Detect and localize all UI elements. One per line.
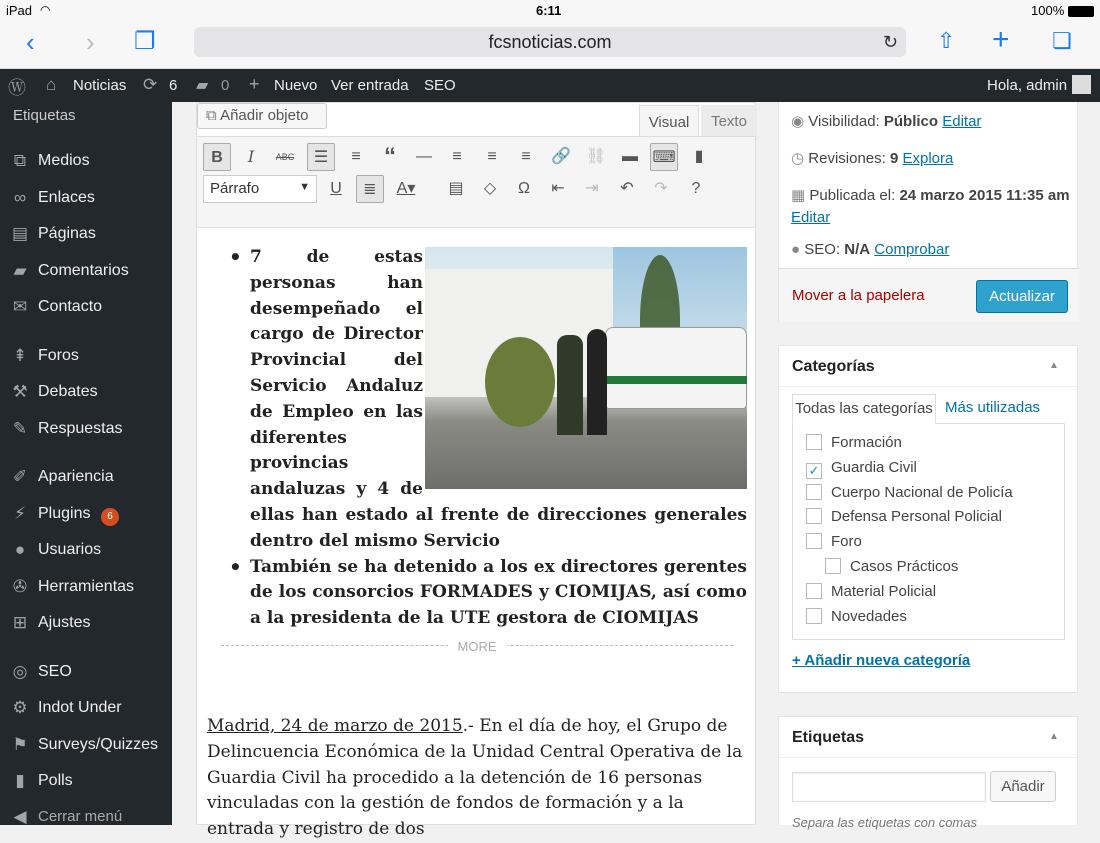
format-select-value: Párrafo	[210, 180, 260, 197]
share-icon[interactable]: ⇧	[937, 28, 956, 53]
list-item	[207, 555, 747, 632]
sidebar-item-label: Cerrar menú	[38, 808, 123, 825]
list-item	[207, 245, 747, 555]
category-label: Novedades	[831, 607, 907, 625]
sidebar-item-label: Indot Under	[38, 699, 122, 716]
officer	[557, 335, 583, 435]
tags-hint: Separa las etiquetas con comas	[792, 815, 977, 830]
sidebar-item-respuestas[interactable]	[0, 414, 172, 448]
category-checkbox[interactable]	[806, 508, 822, 524]
tabs-icon[interactable]: ❏	[1052, 28, 1072, 53]
publish-actions	[779, 268, 1079, 322]
guardia-civil-photo	[425, 247, 747, 489]
media-icon: ⧉	[206, 107, 217, 124]
sidebar-item-surveys-quizzes[interactable]	[0, 730, 172, 764]
gear-icon: ⚙	[12, 698, 28, 717]
admin-sidebar	[0, 102, 172, 825]
sidebar-item-label: Usuarios	[38, 541, 102, 558]
settings-icon: ⊞	[12, 613, 28, 632]
car-stripe	[606, 376, 747, 384]
sidebar-item-indot-under[interactable]	[0, 693, 172, 727]
plugin-update-badge: 6	[101, 508, 119, 526]
sidebar-item-label: Contacto	[38, 298, 103, 315]
add-category-label: + Añadir nueva categoría	[792, 652, 971, 669]
visibility-label: Visibilidad:	[808, 113, 880, 130]
category-checkbox[interactable]: ✓	[806, 463, 822, 479]
comment-icon: ▰	[13, 261, 27, 280]
reload-icon[interactable]: ↻	[882, 32, 898, 52]
sidebar-item-label: Enlaces	[38, 189, 95, 206]
published-label: Publicada el:	[809, 187, 896, 204]
category-label: Guardia Civil	[831, 458, 917, 476]
seo-icon: ◎	[12, 662, 28, 681]
seo-label: SEO:	[804, 241, 841, 258]
seo-value: N/A	[844, 241, 871, 258]
sidebar-item-comentarios[interactable]	[0, 256, 172, 290]
avatar[interactable]	[1072, 75, 1091, 94]
mail-icon: ✉	[12, 297, 28, 316]
date-link: Madrid, 24 de marzo de 2015	[207, 715, 463, 736]
align-right-button[interactable]: ≡	[521, 148, 531, 165]
add-media-label: Añadir objeto	[220, 107, 309, 124]
sidebar-item-usuarios[interactable]	[0, 535, 172, 569]
safari-toolbar	[0, 22, 1100, 69]
category-item[interactable]	[806, 583, 936, 600]
collapse-triangle-icon[interactable]: ▲	[1049, 360, 1059, 371]
published-value: 24 marzo 2015 11:35 am	[899, 187, 1070, 204]
officer-2	[587, 329, 607, 435]
redo-icon[interactable]: ↷	[654, 180, 668, 197]
sidebar-item-cerrar-menú[interactable]	[0, 802, 172, 836]
view-post-link[interactable]: Ver entrada	[331, 77, 409, 94]
publish-panel	[778, 102, 1078, 322]
category-checkbox[interactable]	[806, 608, 822, 624]
police-car	[605, 327, 747, 409]
undo-icon[interactable]: ↶	[620, 180, 634, 197]
greeting[interactable]: Hola, admin	[987, 77, 1068, 94]
category-label: Casos Prácticos	[850, 558, 959, 575]
new-tab-icon[interactable]: +	[992, 23, 1010, 56]
category-label: Material Policial	[831, 582, 937, 600]
editor-content[interactable]	[207, 245, 747, 843]
sidebar-item-enlaces[interactable]	[0, 183, 172, 217]
forward-icon[interactable]: ›	[86, 27, 95, 57]
clock: 6:11	[536, 3, 562, 18]
more-separator	[207, 632, 747, 684]
comments-count[interactable]: 0	[221, 77, 230, 94]
category-label: Cuerpo Nacional de Policía	[831, 483, 1013, 501]
sidebar-item-label: Comentarios	[38, 262, 129, 279]
updates-icon[interactable]: ⟳	[143, 75, 158, 94]
italic-button[interactable]: I	[247, 147, 255, 166]
updates-count[interactable]: 6	[169, 77, 178, 94]
polls-icon: ▮	[15, 771, 25, 790]
sidebar-item-label: Polls	[38, 772, 73, 789]
sidebar-item-label: Debates	[38, 383, 98, 400]
plugin-icon: ⚡	[14, 504, 26, 523]
bullet-2-text: También se ha detenido a los ex directores gerentes de los consorcios FORMADES y CIOMIJAS, así como a la presidenta de la UTE gestora de CIOMIJAS	[250, 556, 747, 629]
numbered-list-button[interactable]: ≡	[351, 148, 361, 165]
plus-icon[interactable]: +	[249, 74, 260, 94]
revisions-value: 9	[889, 150, 899, 167]
sidebar-item-contacto[interactable]	[0, 292, 172, 326]
chart-icon[interactable]: ▮	[694, 148, 704, 165]
category-item[interactable]	[806, 533, 862, 550]
url-text: fcsnoticias.com	[488, 32, 612, 52]
chevron-down-icon: ▼	[299, 181, 310, 193]
justify-button[interactable]: ≣	[356, 175, 384, 203]
new-menu[interactable]: Nuevo	[274, 77, 318, 94]
sidebar-item-ajustes[interactable]	[0, 608, 172, 642]
device-name: iPad	[6, 3, 33, 18]
paragraph-text: .- En el día de hoy, el Grupo de Delincuencia Económica de la Unidad Central Operativa de la Guardia Civil ha procedido a la detención de 16 personas vinculadas con la gestión de fondos de formación y a la entrada y registro de dos	[207, 715, 743, 840]
sidebar-item-etiquetas[interactable]	[0, 102, 172, 130]
sidebar-item-foros[interactable]	[0, 341, 172, 375]
strikethrough-button[interactable]: ABC	[275, 152, 295, 162]
categories-title: Categorías	[792, 358, 875, 375]
link-icon: ∞	[13, 188, 27, 207]
wp-admin-bar	[0, 69, 1100, 102]
seo-menu[interactable]: SEO	[424, 77, 456, 94]
ios-status-bar	[0, 0, 1100, 22]
sidebar-item-label: Páginas	[38, 225, 96, 242]
reply-icon: ✎	[12, 419, 28, 438]
tab-visual[interactable]: Visual	[639, 105, 699, 139]
wrench-icon: ✇	[12, 577, 28, 596]
seo-dot-icon: ●	[791, 241, 801, 258]
clear-format-icon[interactable]: ◇	[483, 180, 497, 197]
link-button[interactable]: 🔗	[551, 148, 571, 165]
sidebar-item-herramientas[interactable]	[0, 572, 172, 606]
special-char-icon[interactable]: Ω	[518, 180, 530, 197]
sidebar-item-label: Respuestas	[38, 420, 123, 437]
visibility-value: Público	[883, 113, 939, 130]
category-checkbox[interactable]	[806, 434, 822, 450]
hr-button[interactable]: —	[416, 148, 432, 165]
sidebar-item-label: Herramientas	[38, 578, 135, 595]
update-button[interactable]: Actualizar	[976, 280, 1068, 313]
seo-row	[791, 241, 949, 258]
add-media-button[interactable]	[197, 103, 327, 129]
category-item[interactable]	[806, 508, 1002, 525]
category-item[interactable]	[806, 484, 1013, 501]
category-list	[792, 423, 1065, 640]
indent-icon[interactable]: ⇥	[585, 180, 599, 197]
categories-panel	[778, 345, 1078, 693]
visibility-row	[791, 112, 981, 130]
category-item[interactable]	[806, 608, 907, 625]
battery-percent: 100%	[1031, 3, 1065, 18]
bullet-1-text: 7 de estas personas han desempeñado el cargo de Director Provincial del Servicio Andaluz de Empleo en las diferentes provincias andaluzas y 4 de ellas han estado al frente de direcciones generales dentro del mismo Servicio	[250, 247, 747, 551]
sidebar-item-label: Medios	[38, 152, 90, 169]
collapse-triangle-icon[interactable]: ▲	[1049, 731, 1059, 742]
sidebar-item-label: Etiquetas	[13, 107, 76, 124]
sidebar-item-debates[interactable]	[0, 377, 172, 411]
align-left-button[interactable]: ≡	[452, 148, 462, 165]
bush	[485, 337, 555, 427]
url-bar[interactable]	[194, 27, 906, 57]
trash-link[interactable]: Mover a la papelera	[792, 287, 925, 304]
tag-input[interactable]	[792, 772, 986, 802]
outdent-icon[interactable]: ⇤	[551, 180, 565, 197]
collapse-icon: ◀	[13, 807, 27, 826]
tags-panel	[778, 716, 1078, 830]
toolbar-toggle-button[interactable]: ⌨	[650, 143, 678, 171]
sidebar-item-páginas[interactable]	[0, 219, 172, 253]
tab-all-categories[interactable]: Todas las categorías	[792, 394, 936, 424]
category-item[interactable]	[806, 459, 917, 479]
revisions-row	[791, 149, 953, 167]
more-label: MORE	[448, 639, 507, 654]
sidebar-item-polls[interactable]	[0, 766, 172, 800]
sidebar-item-label: Ajustes	[38, 614, 91, 631]
user-icon: ●	[14, 540, 26, 559]
tab-text[interactable]: Texto	[701, 105, 757, 139]
category-label: Defensa Personal Policial	[831, 508, 1002, 526]
forum-icon: ⇞	[12, 346, 28, 365]
align-center-button[interactable]: ≡	[487, 148, 497, 165]
published-edit-link[interactable]: Editar	[791, 209, 831, 226]
sidebar-item-label: Plugins	[38, 505, 91, 522]
bullet-list-button[interactable]: ☰	[307, 143, 335, 171]
home-icon[interactable]: ⌂	[46, 75, 57, 94]
sidebar-item-label: SEO	[38, 663, 72, 680]
debate-icon: ⚒	[12, 382, 28, 401]
calendar-icon: ▦	[791, 187, 806, 204]
format-select[interactable]	[203, 175, 317, 203]
bold-button[interactable]: B	[203, 143, 231, 171]
category-checkbox[interactable]	[806, 484, 822, 500]
wordpress-icon[interactable]: Ⓦ	[8, 78, 26, 98]
sidebar-item-label: Apariencia	[38, 468, 114, 485]
sidebar-item-medios[interactable]	[0, 146, 172, 180]
tags-title: Etiquetas	[792, 729, 865, 746]
explore-link[interactable]: Explora	[902, 150, 954, 167]
back-icon[interactable]: ‹	[26, 27, 35, 57]
unlink-button[interactable]: ⛓	[585, 148, 607, 165]
page-icon: ▤	[11, 224, 29, 243]
survey-icon: ⚑	[12, 735, 28, 754]
underline-button[interactable]: U	[330, 180, 342, 197]
comment-bubble-icon[interactable]: ▰	[196, 77, 209, 94]
eye-icon: ◉	[791, 113, 805, 130]
sidebar-item-seo[interactable]	[0, 657, 172, 691]
history-icon: ◷	[791, 150, 805, 167]
more-tag-button[interactable]: ▬	[622, 148, 638, 165]
sidebar-item-label: Surveys/Quizzes	[38, 736, 159, 753]
category-item[interactable]	[806, 434, 902, 451]
sidebar-item-apariencia[interactable]	[0, 462, 172, 496]
body-paragraph	[207, 714, 747, 843]
help-icon[interactable]: ?	[691, 180, 701, 197]
revisions-label: Revisiones:	[808, 150, 886, 167]
category-checkbox[interactable]	[806, 583, 822, 599]
category-item[interactable]	[825, 558, 958, 575]
battery-icon	[1068, 6, 1094, 17]
media-icon: ⧉	[13, 151, 27, 170]
editor-toolbar	[196, 136, 756, 228]
tab-most-used[interactable]: Más utilizadas	[945, 399, 1041, 416]
text-color-button[interactable]: A▾	[396, 180, 416, 197]
bookmarks-icon[interactable]: ❐	[134, 28, 156, 55]
category-checkbox[interactable]	[806, 533, 822, 549]
add-tag-button[interactable]: Añadir	[990, 771, 1056, 802]
site-name[interactable]: Noticias	[73, 77, 127, 94]
paste-text-icon[interactable]: ▤	[448, 180, 464, 197]
sidebar-item-label: Foros	[38, 347, 79, 364]
published-row	[791, 185, 1076, 229]
brush-icon: ✐	[12, 467, 28, 486]
category-checkbox[interactable]	[825, 558, 841, 574]
add-category-link[interactable]	[792, 652, 970, 669]
category-label: Formación	[831, 434, 902, 451]
wifi-icon: ◠	[40, 3, 51, 17]
visibility-edit-link[interactable]: Editar	[942, 113, 982, 130]
blockquote-button[interactable]: “	[384, 143, 396, 170]
check-seo-link[interactable]: Comprobar	[874, 241, 950, 258]
sidebar-item-plugins[interactable]	[0, 499, 172, 533]
category-label: Foro	[831, 533, 862, 551]
